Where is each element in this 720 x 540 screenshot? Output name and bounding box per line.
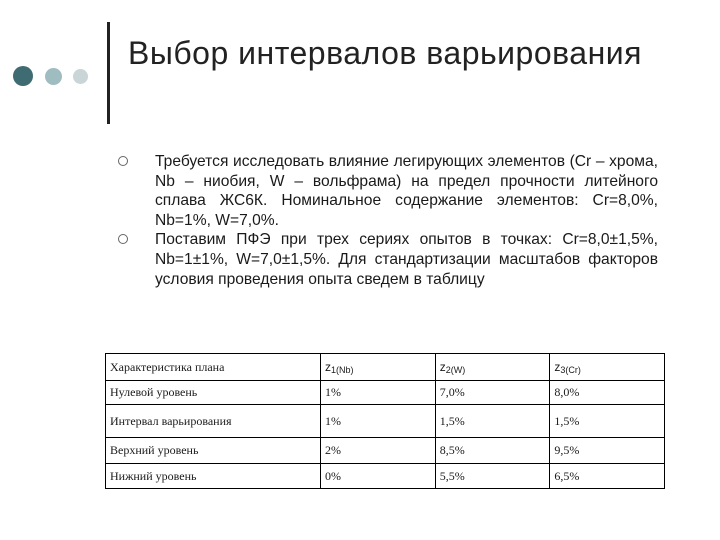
row-label: Верхний уровень <box>106 438 321 464</box>
table-cell: 6,5% <box>550 464 665 489</box>
row-label: Интервал варьирования <box>106 405 321 438</box>
header-cell: Характеристика плана <box>106 354 321 381</box>
bullet-item <box>118 230 658 289</box>
bullet-list <box>118 152 658 289</box>
dot-light <box>73 69 88 84</box>
dot-medium <box>45 68 62 85</box>
table-cell: 1% <box>321 405 436 438</box>
dot-dark <box>13 66 33 86</box>
table-row <box>106 405 665 438</box>
bullet-text: Требуется исследовать влияние легирующих элементов (Cr – хрома, Nb – ниобия, W – вольфрама) на предел прочности литейного сплава ЖС6К. Номинальное содержание элементов: Cr=8,0%, Nb=1%, W=7,0%. <box>155 153 658 229</box>
bullet-ring-icon <box>118 234 128 244</box>
table-row <box>106 464 665 489</box>
table-row <box>106 381 665 405</box>
table-cell: 5,5% <box>435 464 550 489</box>
factor-header-z1: $z_{1(Nb)}$ <box>321 354 436 381</box>
table-cell: 1,5% <box>550 405 665 438</box>
bullet-item <box>118 152 658 230</box>
row-label: Нижний уровень <box>106 464 321 489</box>
table-cell: 8,0% <box>550 381 665 405</box>
table-cell: 1% <box>321 381 436 405</box>
table-cell: 9,5% <box>550 438 665 464</box>
table-cell: 7,0% <box>435 381 550 405</box>
bullet-text: Поставим ПФЭ при трех сериях опытов в точках: Cr=8,0±1,5%, Nb=1±1%, W=7,0±1,5%. Для стандартизации масштабов факторов условия проведения опыта сведем в таблицу <box>155 231 658 288</box>
table-row <box>106 438 665 464</box>
row-label: Нулевой уровень <box>106 381 321 405</box>
table-cell: 0% <box>321 464 436 489</box>
table-cell: 2% <box>321 438 436 464</box>
table-cell: 8,5% <box>435 438 550 464</box>
table-header-row <box>106 354 665 381</box>
table-cell: 1,5% <box>435 405 550 438</box>
title-divider <box>107 22 110 124</box>
experiment-plan-table <box>105 353 665 489</box>
slide-title: Выбор интервалов варьирования <box>128 35 642 71</box>
factor-header-z2: $z_{2(W)}$ <box>435 354 550 381</box>
bullet-ring-icon <box>118 156 128 166</box>
factor-header-z3: $z_{3(Cr)}$ <box>550 354 665 381</box>
